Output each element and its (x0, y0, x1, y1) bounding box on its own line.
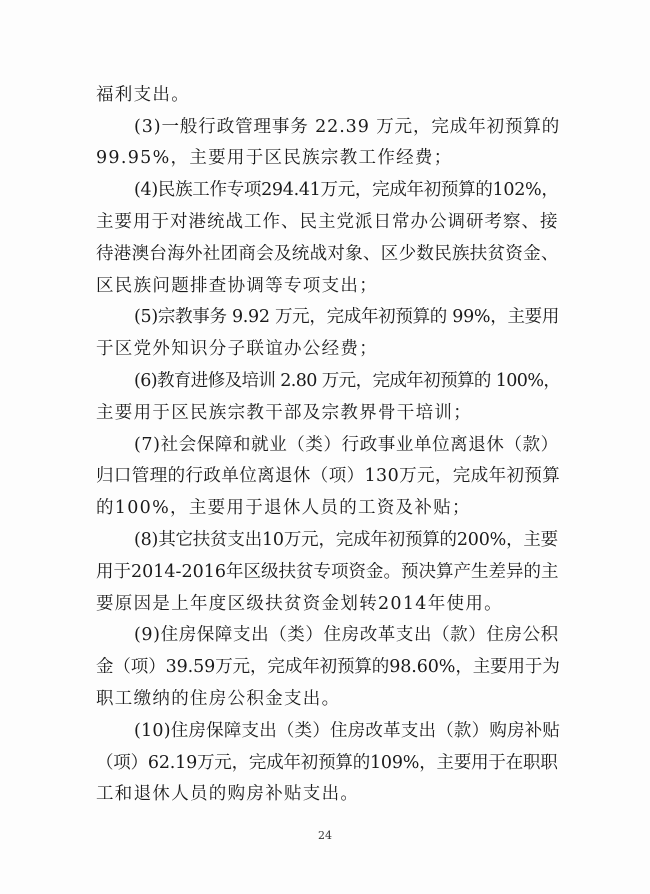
text-line: 工和退休人员的购房补贴支出。 (96, 784, 360, 804)
text-line: 的100%，主要用于退休人员的工资及补贴； (96, 498, 471, 518)
text-line: (9)住房保障支出（类）住房改革支出（款）住房公积 (134, 625, 559, 645)
text-line: 用于2014-2016年区级扶贫专项资金。预决算产生差异的主 (96, 562, 559, 582)
text-line: (4)民族工作专项294.41万元，完成年初预算的102%， (134, 180, 559, 200)
text-line: (5)宗教事务 9.92 万元，完成年初预算的 99%，主要用 (134, 307, 560, 327)
text-line: (7)社会保障和就业（类）行政事业单位离退休（款） (134, 435, 559, 455)
text-line: 要原因是上年度区级扶贫资金划转2014年使用。 (96, 594, 503, 614)
text-line: 金（项）39.59万元，完成年初预算的98.60%，主要用于为 (96, 657, 560, 677)
text-line: 归口管理的行政单位离退休（项）130万元，完成年初预算 (96, 466, 561, 486)
text-line: 主要用于区民族宗教干部及宗教界骨干培训； (96, 403, 472, 423)
text-line: (10)住房保障支出（类）住房改革支出（款）购房补贴 (134, 721, 561, 741)
text-line: 职工缴纳的住房公积金支出。 (96, 689, 341, 709)
text-line: (8)其它扶贫支出10万元，完成年初预算的200%，主要 (134, 530, 558, 550)
text-line: (3)一般行政管理事务 22.39 万元，完成年初预算的 (134, 117, 561, 137)
text-line: 区民族问题排查协调等专项支出； (96, 276, 378, 296)
page-number: 24 (318, 829, 332, 842)
text-line: 主要用于对港统战工作、民主党派日常办公调研考察、接 (96, 212, 559, 232)
text-line: 99.95%，主要用于区民族宗教工作经费； (96, 148, 453, 168)
text-line: 福利支出。 (96, 85, 190, 105)
text-line: （项）62.19万元，完成年初预算的109%，主要用于在职职 (96, 753, 558, 773)
text-line: 于区党外知识分子联谊办公经费； (96, 339, 378, 359)
text-line: (6)教育进修及培训 2.80 万元，完成年初预算的 100%， (134, 371, 561, 391)
text-line: 待港澳台海外社团商会及统战对象、区少数民族扶贫资金、 (96, 244, 559, 264)
